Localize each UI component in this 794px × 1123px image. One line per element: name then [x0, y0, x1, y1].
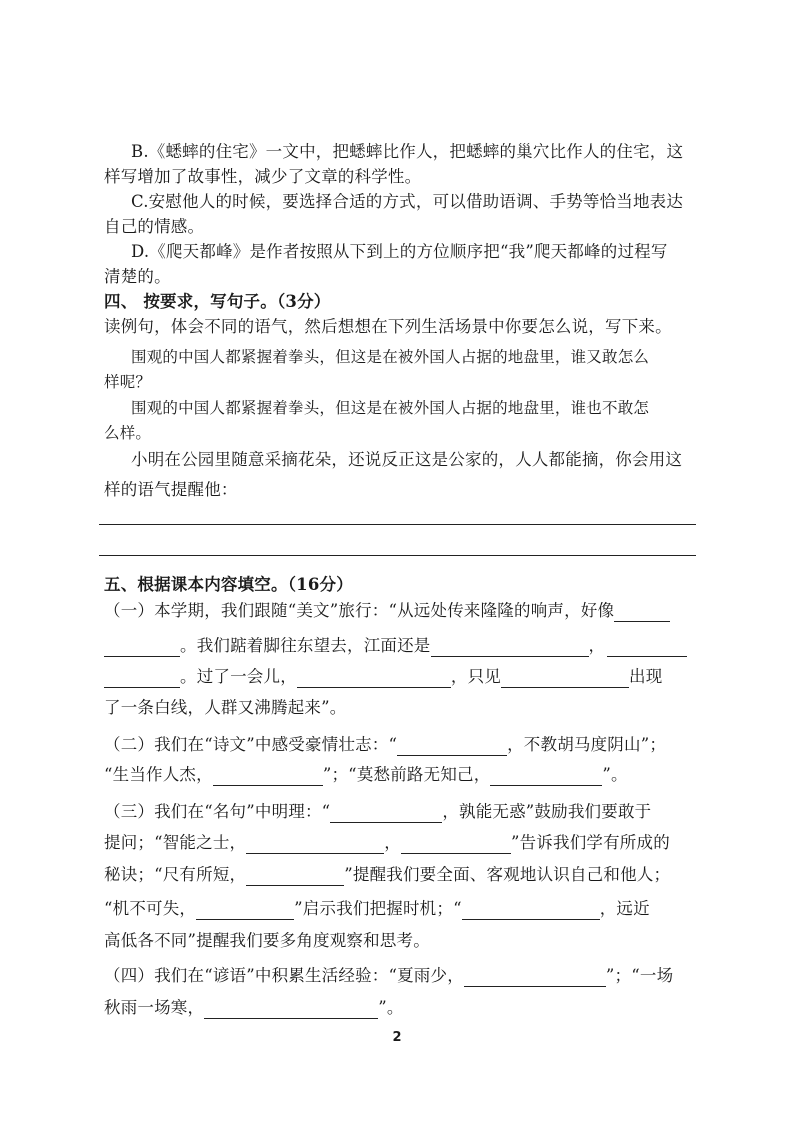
part2-line2 [104, 764, 628, 786]
blank-14[interactable] [246, 867, 344, 886]
answer-line-1[interactable] [99, 524, 696, 525]
part2-text-d: ”；“莫愁前路无知己， [322, 765, 491, 784]
blank-5[interactable] [104, 669, 180, 688]
section5-title: 五、根据课本内容填空。（16分） [104, 575, 353, 594]
part3-text-b: ，孰能无惑”鼓励我们要敢于 [442, 802, 652, 821]
blank-9[interactable] [213, 767, 323, 786]
part1-text-f: 出现 [629, 667, 663, 686]
part2-text-a: （二）我们在“诗文”中感受豪情壮志：“ [104, 735, 398, 754]
part4-text-a: （四）我们在“谚语”中积累生活经验：“夏雨少， [104, 966, 464, 985]
blank-6[interactable] [297, 669, 451, 688]
option-c-line1: C.安慰他人的时候，要选择合适的方式，可以借助语调、手势等恰当地表达 [131, 192, 684, 211]
answer-line-2[interactable] [99, 555, 696, 556]
part2-text-b: ，不教胡马度阴山”； [507, 735, 667, 754]
blank-17[interactable] [464, 968, 606, 987]
part1-text-d: 。过了一会儿， [180, 667, 297, 686]
blank-13[interactable] [401, 835, 511, 854]
part1-line4: 了一条白线，人群又沸腾起来”。 [104, 698, 347, 717]
blank-7[interactable] [501, 669, 629, 688]
part3-line5: 高低各不同”提醒我们要多角度观察和思考。 [104, 931, 430, 950]
page-number: 2 [392, 1030, 402, 1045]
part3-text-d: ， [384, 833, 401, 852]
part4-text-d: ”。 [378, 998, 404, 1017]
part3-line1 [104, 801, 651, 823]
section4-title: 四、 按要求，写句子。（3分） [104, 292, 331, 311]
part2-line1 [104, 734, 666, 756]
example2-line2: 么样。 [104, 424, 152, 442]
option-d-line1: D.《爬天都峰》是作者按照从下到上的方位顺序把“我”爬天都峰的过程写 [131, 242, 668, 261]
part2-text-e: ”。 [602, 765, 628, 784]
part4-text-b: ”；“一场 [605, 966, 674, 985]
blank-8[interactable] [397, 737, 507, 756]
part3-line3 [104, 864, 670, 886]
option-b-line2: 样写增加了故事性，减少了文章的科学性。 [104, 167, 422, 186]
option-c-line2: 自己的情感。 [104, 217, 205, 236]
blank-1[interactable] [614, 603, 670, 622]
task-line1: 小明在公园里随意采摘花朵，还说反正这是公家的，人人都能摘，你会用这 [131, 450, 683, 469]
task-line2: 样的语气提醒他： [104, 480, 238, 499]
blank-4[interactable] [607, 638, 687, 657]
blank-11[interactable] [330, 804, 442, 823]
part3-text-a: （三）我们在“名句”中明理：“ [104, 802, 331, 821]
part1-line2 [104, 635, 687, 657]
part1-line1 [104, 600, 670, 622]
blank-2[interactable] [104, 638, 180, 657]
part3-line4 [104, 898, 650, 920]
section4-instruction: 读例句，体会不同的语气，然后想想在下列生活场景中你要怎么说，写下来。 [104, 317, 672, 336]
part3-text-j: ，远近 [599, 899, 650, 918]
part3-text-c: 提问；“智能之士， [104, 833, 247, 852]
part4-line1 [104, 965, 673, 987]
part3-text-g: ”提醒我们要全面、客观地认识自己和他人； [344, 865, 671, 884]
part3-text-f: 秘诀；“尺有所短， [104, 865, 247, 884]
option-b-line1: B.《蟋蟀的住宅》一文中，把蟋蟀比作人，把蟋蟀的巢穴比作人的住宅，这 [131, 142, 684, 161]
part1-text-c: ， [588, 636, 606, 655]
part1-text-b: 。我们踮着脚往东望去，江面还是 [180, 636, 431, 655]
example2-line1: 围观的中国人都紧握着拳头，但这是在被外国人占据的地盘里，谁也不敢怎 [131, 399, 650, 417]
part4-text-c: 秋雨一场寒， [104, 998, 205, 1017]
blank-18[interactable] [204, 1000, 378, 1019]
part1-text-e: ，只见 [450, 667, 502, 686]
blank-3[interactable] [431, 638, 589, 657]
part4-line2 [104, 997, 404, 1019]
part1-line3 [104, 666, 662, 688]
blank-15[interactable] [196, 901, 294, 920]
option-d-line2: 清楚的。 [104, 267, 171, 286]
part1-text-a: （一）本学期，我们跟随“美文”旅行：“从远处传来隆隆的响声，好像 [104, 601, 615, 620]
blank-12[interactable] [246, 835, 384, 854]
part3-text-h: “机不可失， [104, 899, 197, 918]
blank-10[interactable] [490, 767, 602, 786]
blank-16[interactable] [462, 901, 600, 920]
example1-line2: 样呢？ [104, 373, 152, 391]
part3-text-i: ”启示我们把握时机；“ [294, 899, 462, 918]
part2-text-c: “生当作人杰， [104, 765, 213, 784]
example1-line1: 围观的中国人都紧握着拳头，但这是在被外国人占据的地盘里，谁又敢怎么 [131, 348, 650, 366]
part3-line2 [104, 832, 670, 854]
part3-text-e: ”告诉我们学有所成的 [510, 833, 670, 852]
